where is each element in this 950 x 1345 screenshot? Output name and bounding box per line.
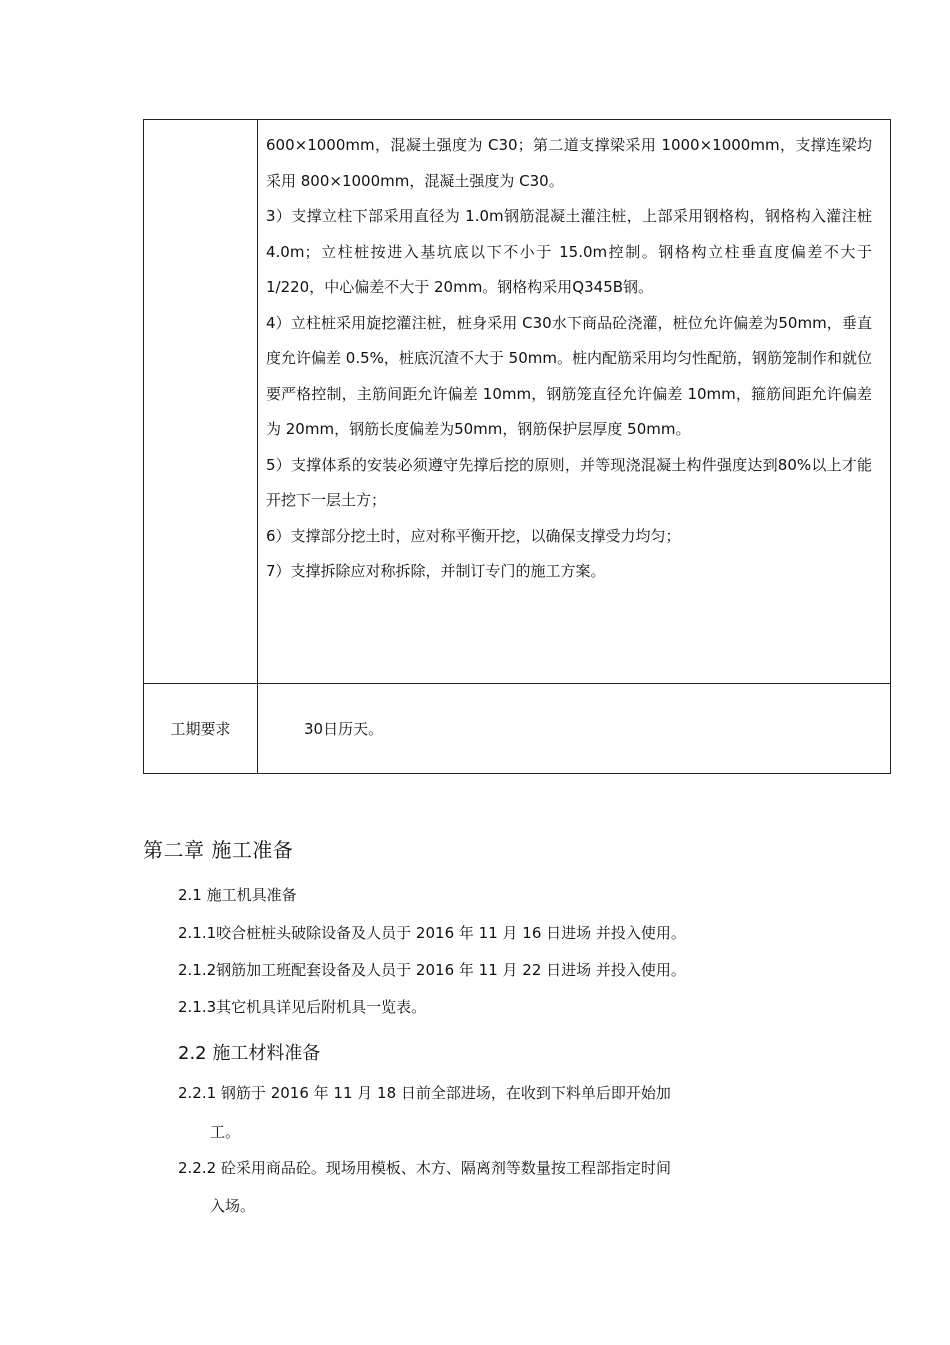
table-row-support (144, 120, 890, 684)
paragraph-6: 6）支撑部分挖土时，应对称平衡开挖，以确保支撑受力均匀； (266, 526, 681, 545)
chapter-title: 第二章 施工准备 (143, 838, 294, 862)
item-2-2-2-cont: 入场。 (210, 1197, 256, 1215)
item-2-2-2: 2.2.2 砼采用商品砼。现场用模板、木方、隔离剂等数量按工程部指定时间 (178, 1159, 671, 1177)
item-2-1-3: 2.1.3其它机具详见后附机具一览表。 (178, 998, 427, 1016)
paragraph-3: 3）支撑立柱下部采用直径为 1.0m钢筋混凝土灌注桩，上部采用钢格构，钢格构入灌注桩 4.0m；立柱桩按进入基坑底以下不小于 15.0m控制。钢格构立柱垂直度偏差不大于 1/220，中心偏差不大于 20mm。钢格构采用Q345B钢。 (266, 207, 872, 296)
section-2-2: 2.2 施工材料准备 (178, 1043, 321, 1064)
schedule-label: 工期要求 (170, 719, 231, 738)
paragraph-5: 5）支撑体系的安装必须遵守先撑后挖的原则，并等现浇混凝土构件强度达到80%以上才能开挖下一层土方； (266, 455, 872, 509)
column-divider (257, 120, 258, 683)
paragraph-7: 7）支撑拆除应对称拆除，并制订专门的施工方案。 (266, 562, 606, 580)
item-2-2-1: 2.2.1 钢筋于 2016 年 11 月 18 日前全部进场，在收到下料单后即开始加 (178, 1084, 671, 1102)
column-divider (257, 683, 258, 773)
item-2-1-2: 2.1.2钢筋加工班配套设备及人员于 2016 年 11 月 22 日进场 并投入使用。 (178, 961, 686, 979)
paragraph-4: 4）立柱桩采用旋挖灌注桩，桩身采用 C30水下商品砼浇灌，桩位允许偏差为50mm，垂直度允许偏差 0.5%，桩底沉渣不大于 50mm。桩内配筋采用均匀性配筋，钢筋笼制作和就位要严格控制，主筋间距允许偏差 10mm，钢筋笼直径允许偏差 10mm，箍筋间距允许偏差为 20mm，钢筋长度偏差为50mm，钢筋保护层厚度 50mm。 (266, 313, 872, 438)
paragraph-1: 600×1000mm，混凝土强度为 C30；第二道支撑梁采用 1000×1000mm，支撑连梁均采用 800×1000mm，混凝土强度为 C30。 (266, 136, 872, 190)
item-2-1-1: 2.1.1咬合桩桩头破除设备及人员于 2016 年 11 月 16 日进场 并投入使用。 (178, 924, 686, 942)
support-spec-text (266, 128, 872, 590)
table-row-schedule (144, 683, 890, 773)
schedule-value: 30日历天。 (304, 719, 384, 738)
section-2-1: 2.1 施工机具准备 (178, 886, 297, 904)
item-2-2-1-cont: 工。 (210, 1123, 241, 1141)
spec-table (143, 119, 891, 774)
